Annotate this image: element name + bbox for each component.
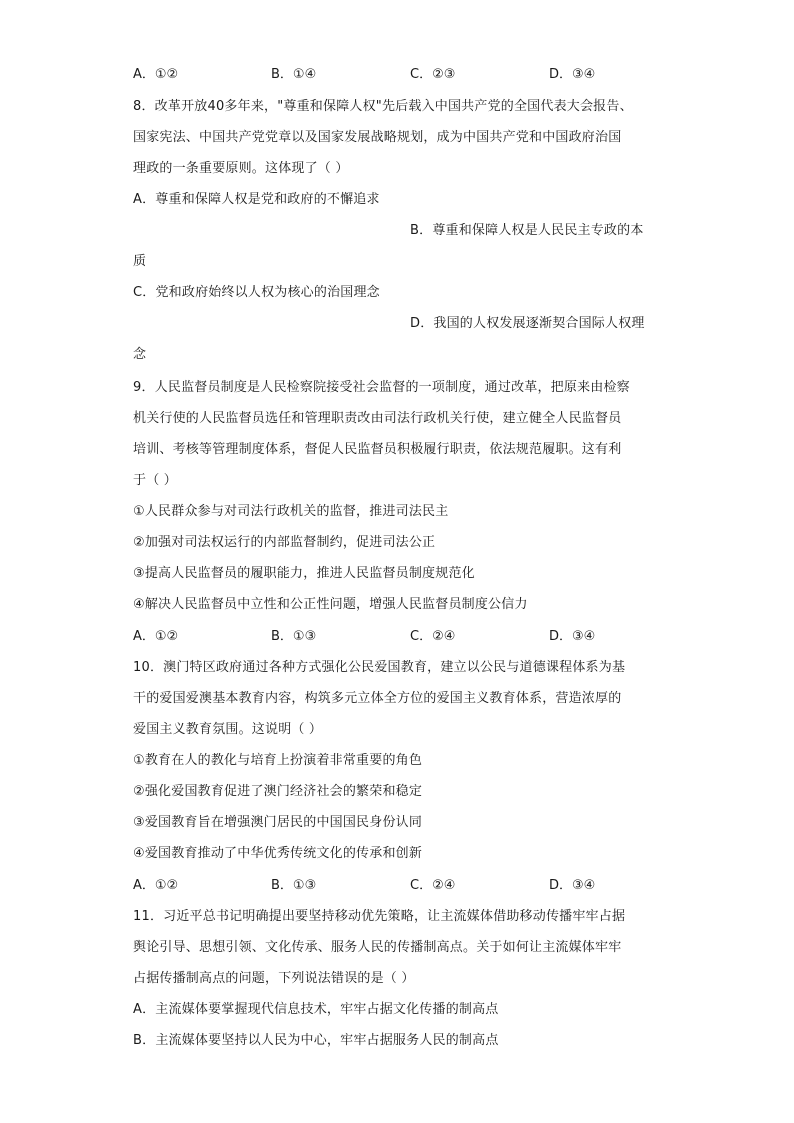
- q10-options-row: [133, 877, 663, 895]
- q8-option-b-wrap: 质: [133, 254, 147, 269]
- q8-stem-line-3: 理政的一条重要原则。这体现了（ ）: [133, 161, 349, 176]
- q8-option-c: C．党和政府始终以人权为核心的治国理念: [133, 285, 380, 300]
- q9-item-2: ②加强对司法权运行的内部监督制约，促进司法公正: [133, 535, 436, 550]
- q9-stem-line-4: 于（ ）: [133, 473, 177, 488]
- q10-stem-line-1: 10．澳门特区政府通过各种方式强化公民爱国教育，建立以公民与道德课程体系为基: [133, 660, 626, 675]
- q9-options-row: [133, 628, 663, 646]
- option-a: A．①②: [133, 67, 179, 82]
- q8-option-a: A．尊重和保障人权是党和政府的不懈追求: [133, 192, 380, 207]
- q9-stem-line-3: 培训、考核等管理制度体系，督促人民监督员积极履行职责，依法规范履职。这有利: [133, 442, 622, 457]
- option-b: B．①④: [271, 67, 317, 82]
- q10-item-3: ③爱国教育旨在增强澳门居民的中国国民身份认同: [133, 815, 423, 830]
- option-c: C．②④: [410, 629, 456, 644]
- option-b: B．①③: [271, 629, 317, 644]
- options-row-top: [133, 66, 663, 84]
- q10-item-1: ①教育在人的教化与培育上扮演着非常重要的角色: [133, 753, 423, 768]
- q9-item-1: ①人民群众参与对司法行政机关的监督，推进司法民主: [133, 504, 449, 519]
- q11-option-b: B．主流媒体要坚持以人民为中心，牢牢占据服务人民的制高点: [133, 1033, 499, 1048]
- option-c: C．②④: [410, 878, 456, 893]
- q11-stem-line-2: 舆论引导、思想引领、文化传承、服务人民的传播制高点。关于如何让主流媒体牢牢: [133, 940, 622, 955]
- q10-stem-line-3: 爱国主义教育氛围。这说明（ ）: [133, 722, 323, 737]
- q11-stem-line-3: 占据传播制高点的问题，下列说法错误的是（ ）: [133, 971, 415, 986]
- q9-item-4: ④解决人民监督员中立性和公正性问题，增强人民监督员制度公信力: [133, 597, 528, 612]
- q9-stem-line-1: 9．人民监督员制度是人民检察院接受社会监督的一项制度，通过改革，把原来由检察: [133, 380, 630, 395]
- q8-stem-line-2: 国家宪法、中国共产党党章以及国家发展战略规划，成为中国共产党和中国政府治国: [133, 130, 622, 145]
- option-a: A．①②: [133, 878, 179, 893]
- q10-item-4: ④爱国教育推动了中华优秀传统文化的传承和创新: [133, 846, 423, 861]
- option-d: D．③④: [549, 67, 596, 82]
- option-c: C．②③: [410, 67, 456, 82]
- q10-stem-line-2: 干的爱国爱澳基本教育内容，构筑多元立体全方位的爱国主义教育体系，营造浓厚的: [133, 691, 622, 706]
- q11-option-a: A．主流媒体要掌握现代信息技术，牢牢占据文化传播的制高点: [133, 1002, 499, 1017]
- q10-item-2: ②强化爱国教育促进了澳门经济社会的繁荣和稳定: [133, 784, 423, 799]
- q8-option-d: D．我国的人权发展逐渐契合国际人权理: [410, 316, 645, 331]
- option-a: A．①②: [133, 629, 179, 644]
- q9-item-3: ③提高人民监督员的履职能力，推进人民监督员制度规范化: [133, 566, 475, 581]
- q8-option-d-wrap: 念: [133, 347, 147, 362]
- q9-stem-line-2: 机关行使的人民监督员选任和管理职责改由司法行政机关行使，建立健全人民监督员: [133, 411, 622, 426]
- option-d: D．③④: [549, 878, 596, 893]
- q11-stem-line-1: 11．习近平总书记明确提出要坚持移动优先策略，让主流媒体借助移动传播牢牢占据: [133, 909, 626, 924]
- option-d: D．③④: [549, 629, 596, 644]
- option-b: B．①③: [271, 878, 317, 893]
- q8-option-b: B．尊重和保障人权是人民民主专政的本: [410, 223, 644, 238]
- q8-stem-line-1: 8．改革开放40多年来，"尊重和保障人权"先后载入中国共产党的全国代表大会报告、: [133, 99, 633, 114]
